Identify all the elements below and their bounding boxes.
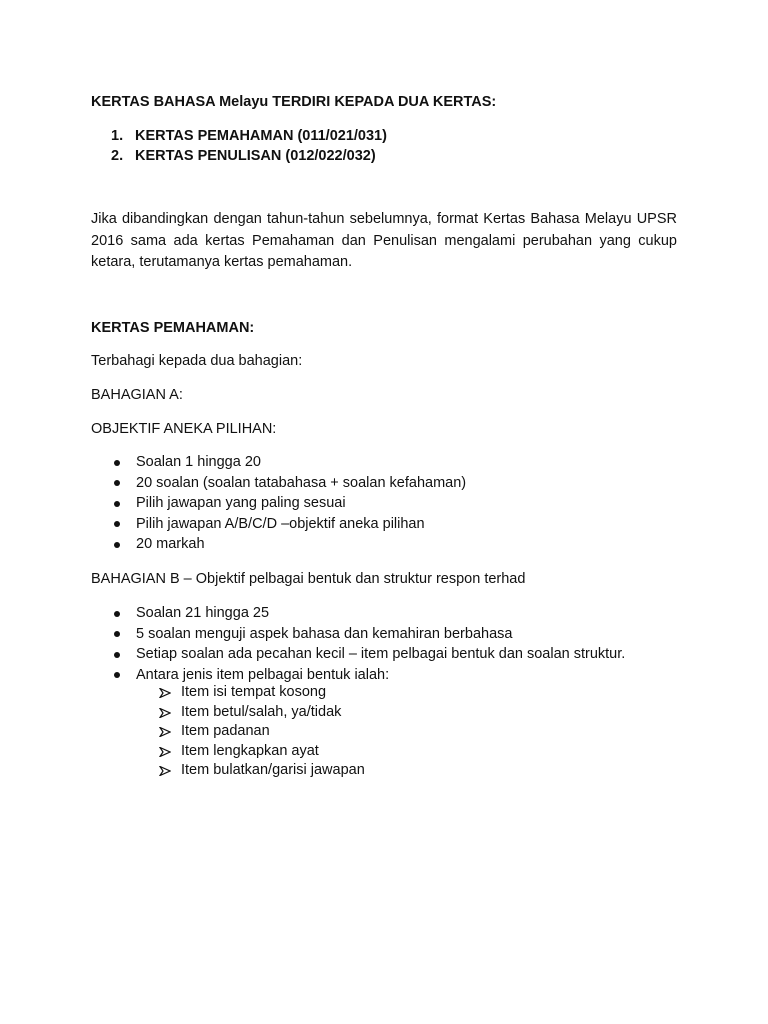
sub-list-item: [155, 761, 365, 781]
bullet-icon: [114, 460, 120, 466]
section-title: KERTAS PEMAHAMAN:: [91, 320, 255, 336]
bullet-icon: [114, 521, 120, 527]
part-b-label: BAHAGIAN B – Objektif pelbagai bentuk dan struktur respon terhad: [91, 571, 526, 587]
list-item-text: Antara jenis item pelbagai bentuk ialah:: [136, 666, 390, 683]
bullet-icon: [114, 611, 120, 617]
list-item-text: 5 soalan menguji aspek bahasa dan kemahiran berbahasa: [136, 625, 513, 642]
arrow-bullet-icon: [159, 688, 171, 698]
bullet-icon: [114, 501, 120, 507]
sub-list-item-text: Item lengkapkan ayat: [181, 742, 319, 759]
sub-list-item-text: Item betul/salah, ya/tidak: [181, 703, 342, 720]
bullet-icon: [114, 631, 120, 637]
arrow-bullet-icon: [159, 708, 171, 718]
list-item: [91, 473, 466, 494]
list-number: 1.: [111, 128, 124, 144]
sub-list-item: [155, 742, 365, 762]
divided-text: Terbahagi kepada dua bahagian:: [91, 353, 303, 369]
sub-list-item-text: Item isi tempat kosong: [181, 684, 327, 700]
sub-list-item: [155, 722, 365, 742]
list-item: [91, 644, 625, 665]
paper-list-item: [91, 126, 387, 146]
list-item-text: 20 soalan (soalan tatabahasa + soalan kefahaman): [136, 474, 467, 491]
sub-list-item-text: Item bulatkan/garisi jawapan: [181, 762, 365, 778]
list-item: [91, 514, 466, 535]
list-item-text: Soalan 1 hingga 20: [136, 454, 261, 470]
list-item: [91, 452, 466, 473]
paper-list-item: [91, 146, 387, 166]
list-item: [91, 624, 625, 645]
list-number: 2.: [111, 148, 124, 164]
bullet-icon: [114, 672, 120, 678]
arrow-bullet-icon: [159, 747, 171, 757]
bullet-icon: [114, 652, 120, 658]
heading-part-1: KERTAS BAHASA: [91, 94, 220, 110]
arrow-bullet-icon: [159, 766, 171, 776]
part-b-list: [91, 603, 625, 685]
part-a-list: [91, 452, 466, 555]
paper-name: KERTAS PENULISAN (012/022/032): [135, 148, 376, 164]
list-item-text: Pilih jawapan A/B/C/D –objektif aneka pilihan: [136, 515, 425, 532]
paper-name: KERTAS PEMAHAMAN (011/021/031): [135, 128, 387, 144]
arrow-bullet-icon: [159, 727, 171, 737]
list-item-text: Pilih jawapan yang paling sesuai: [136, 495, 346, 511]
sub-list-item: [155, 703, 365, 723]
list-item: [91, 603, 625, 624]
heading-part-2: Melayu: [219, 94, 269, 110]
item-types-list: [155, 683, 365, 781]
intro-paragraph: Jika dibandingkan dengan tahun-tahun sebelumnya, format Kertas Bahasa Melayu UPSR 2016 sama ada kertas Pemahaman dan Penulisan mengalami perubahan yang cukup ketara, terutamanya kertas pemahaman.: [91, 211, 677, 270]
list-item: [91, 493, 466, 514]
paper-list: [91, 126, 387, 166]
list-item-text: Soalan 21 hingga 25: [136, 605, 270, 621]
part-a-label: BAHAGIAN A:: [91, 387, 183, 403]
document-heading: [91, 94, 496, 110]
sub-list-item-text: Item padanan: [181, 723, 270, 739]
list-item: [91, 534, 466, 555]
list-item: [91, 665, 625, 686]
part-a-subtitle: OBJEKTIF ANEKA PILIHAN:: [91, 421, 277, 437]
list-item-text: Setiap soalan ada pecahan kecil – item pelbagai bentuk dan soalan struktur.: [136, 646, 626, 662]
heading-part-3: TERDIRI KEPADA DUA KERTAS:: [268, 94, 497, 110]
sub-list-item: [155, 683, 365, 703]
list-item-text: 20 markah: [136, 536, 205, 552]
bullet-icon: [114, 542, 120, 548]
bullet-icon: [114, 480, 120, 486]
